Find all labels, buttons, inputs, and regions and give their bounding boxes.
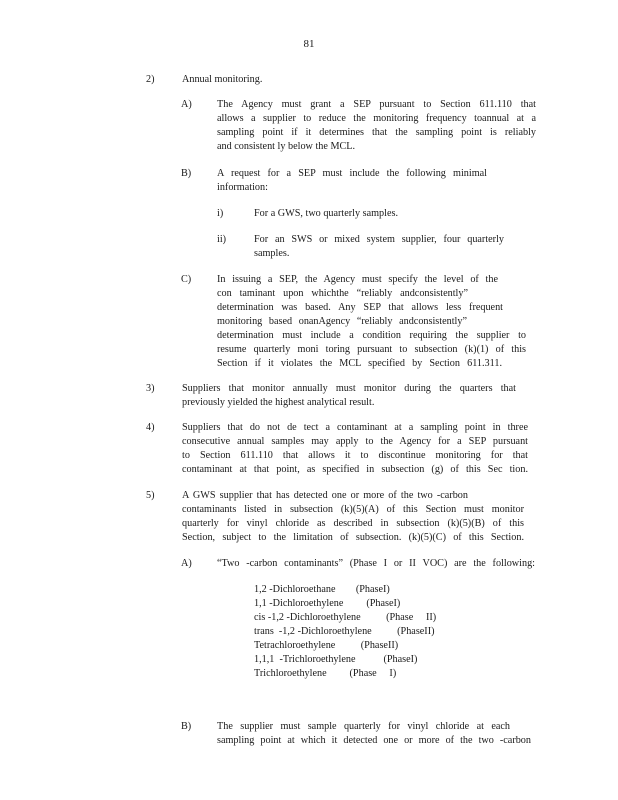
- item-5-line: contaminants listed in subsection (k)(5)(A) of this Section must monitor: [182, 504, 524, 515]
- item-4-line: consecutive annual samples may apply to the Agency for a SEP pursuant: [182, 436, 528, 447]
- item-5-line: quarterly for vinyl chloride as described in subsection (k)(5)(B) of this: [182, 518, 524, 529]
- chemical-list: [254, 583, 436, 681]
- item-2C-line: determination must include a condition requiring the supplier to: [217, 330, 526, 341]
- chemical-item: 1,2 -Dichloroethane (PhaseI): [254, 584, 390, 595]
- item-2C-number: C): [181, 274, 192, 285]
- item-4-number: 4): [146, 422, 155, 433]
- item-5B-line: sampling point at which it detected one or more of the two -carbon: [217, 735, 531, 746]
- chemical-item: Trichloroethylene (Phase I): [254, 668, 397, 679]
- item-2C-line: resume quarterly moni toring pursuant to subsection (k)(1) of this: [217, 344, 526, 355]
- item-2A-line: allows a supplier to reduce the monitoring frequency toannual at a: [217, 113, 536, 124]
- item-2B-number: B): [181, 168, 192, 179]
- chemical-item: 1,1,1 -Trichloroethylene (PhaseI): [254, 654, 418, 665]
- item-2C-line: determination was based. Any SEP that allows less frequent: [217, 302, 503, 313]
- item-2C-line: monitoring based onanAgency “reliably andconsistently”: [217, 316, 467, 327]
- item-5B-number: B): [181, 721, 192, 732]
- chemical-item: trans -1,2 -Dichloroethylene (PhaseII): [254, 626, 435, 637]
- item-5A-line: “Two -carbon contaminants” (Phase I or II VOC) are the following:: [217, 558, 535, 569]
- page-number: 81: [303, 38, 315, 50]
- item-2B-line: A request for a SEP must include the following minimal: [217, 168, 487, 179]
- item-4-line: Suppliers that do not de tect a contaminant at a sampling point in three: [182, 422, 528, 433]
- item-2-heading: Annual monitoring.: [182, 74, 263, 85]
- item-3-number: 3): [146, 383, 155, 394]
- item-4-line: contaminant at that point, as specified in subsection (g) of this Sec tion.: [182, 464, 528, 475]
- item-5A-number: A): [181, 558, 192, 569]
- chemical-item: 1,1 -Dichloroethylene (PhaseI): [254, 598, 401, 609]
- item-2Bi-number: i): [217, 208, 224, 219]
- item-2C-line: Section if it violates the MCL specified by Section 611.311.: [217, 358, 502, 369]
- item-3-line: previously yielded the highest analytical result.: [182, 397, 375, 408]
- item-2Bii-line: samples.: [254, 248, 290, 259]
- item-3-line: Suppliers that monitor annually must monitor during the quarters that: [182, 383, 516, 394]
- item-2Bi-line: For a GWS, two quarterly samples.: [254, 208, 399, 219]
- item-5-number: 5): [146, 490, 155, 501]
- chemical-item: Tetrachloroethylene (PhaseII): [254, 640, 399, 651]
- item-2A-line: sampling point if it determines that the sampling point is reliably: [217, 127, 536, 138]
- item-4-line: to Section 611.110 that allows it to discontinue monitoring for that: [182, 450, 528, 461]
- item-5-line: A GWS supplier that has detected one or more of the two -carbon: [182, 490, 468, 501]
- item-2-number: 2): [146, 74, 155, 85]
- chemical-item: cis -1,2 -Dichloroethylene (Phase II): [254, 612, 437, 623]
- item-2C-line: con taminant upon whichthe “reliably andconsistently”: [217, 288, 468, 299]
- item-5B-line: The supplier must sample quarterly for vinyl chloride at each: [217, 721, 510, 732]
- item-5-line: Section, subject to the limitation of subsection. (k)(5)(C) of this Section.: [182, 532, 524, 543]
- item-2Bii-line: For an SWS or mixed system supplier, four quarterly: [254, 234, 504, 245]
- item-2C-line: In issuing a SEP, the Agency must specify the level of the: [217, 274, 498, 285]
- item-2B-line: information:: [217, 182, 268, 193]
- item-2A-number: A): [181, 99, 192, 110]
- item-2A-line: The Agency must grant a SEP pursuant to Section 611.110 that: [217, 99, 536, 110]
- item-2Bii-number: ii): [217, 234, 227, 245]
- item-2A-line: and consistent ly below the MCL.: [217, 141, 356, 152]
